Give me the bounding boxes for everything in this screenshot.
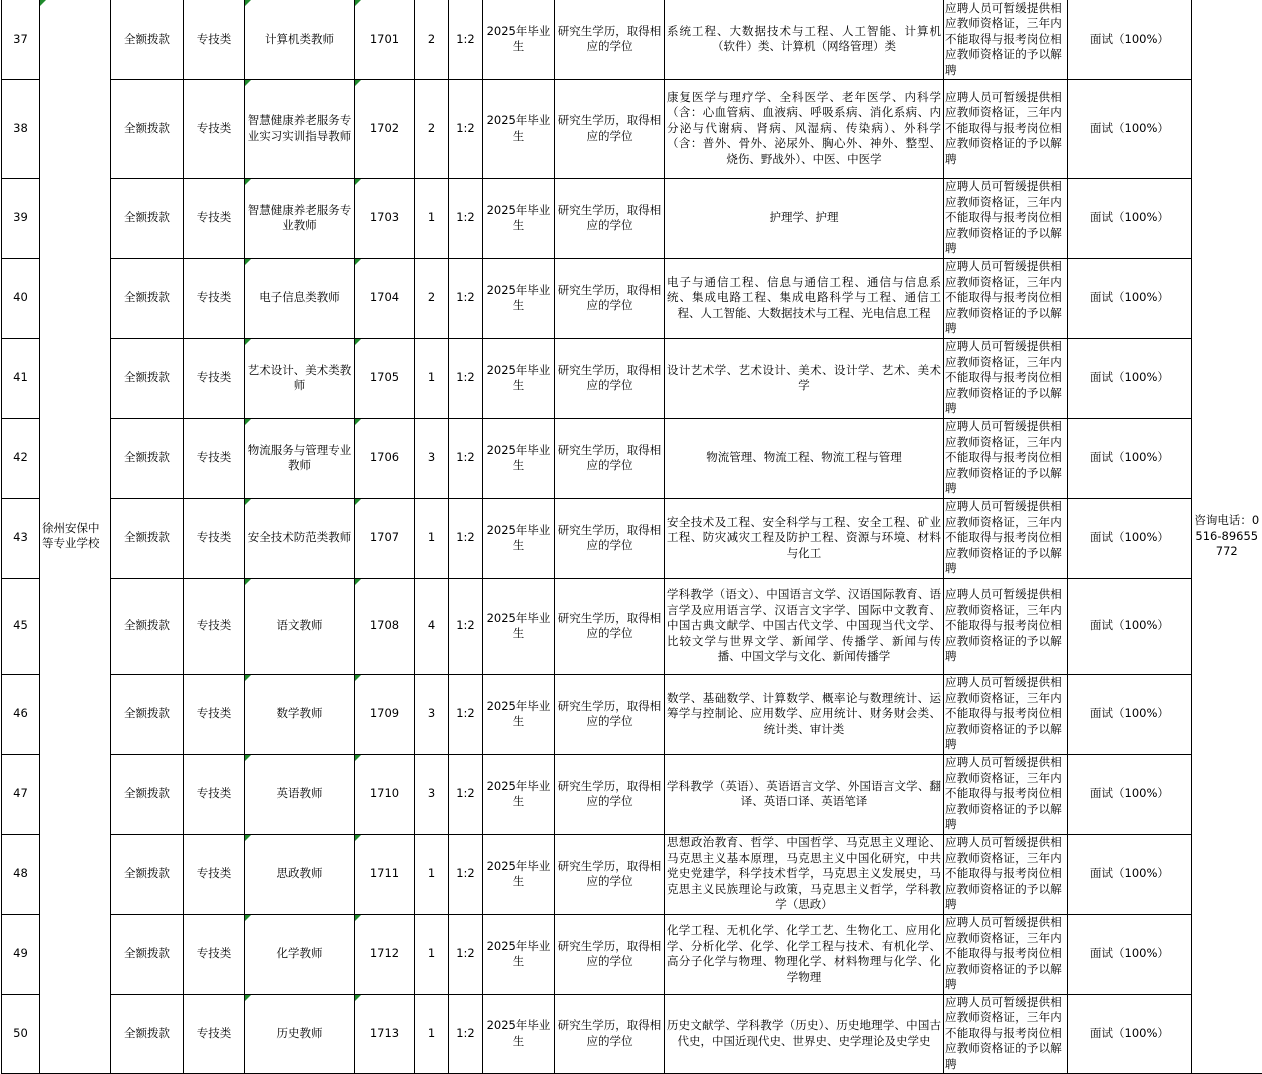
position-code-cell: 1705 (355, 338, 415, 418)
candidate-source-cell: 2025年毕业生 (483, 754, 555, 834)
major-requirement-cell: 护理学、护理 (665, 178, 944, 258)
row-number-cell: 46 (2, 674, 40, 754)
note-cell: 应聘人员可暂缓提供相应教师资格证，三年内不能取得与报考岗位相应教师资格证的予以解聘 (944, 578, 1068, 674)
exam-method-cell: 面试（100%） (1068, 674, 1192, 754)
funding-type-cell: 全额拨款 (111, 914, 184, 994)
hire-count-cell: 1 (415, 498, 449, 578)
funding-type-cell: 全额拨款 (111, 178, 184, 258)
major-requirement-cell: 安全技术及工程、安全科学与工程、安全工程、矿业工程、防灾减灾工程及防护工程、资源与环境、材料与化工 (665, 498, 944, 578)
job-category-cell: 专技类 (184, 79, 245, 178)
candidate-source-cell: 2025年毕业生 (483, 0, 555, 79)
position-name-cell: 电子信息类教师 (245, 258, 355, 338)
row-number-cell: 38 (2, 79, 40, 178)
exam-ratio-cell: 1:2 (449, 0, 483, 79)
education-requirement-cell: 研究生学历，取得相应的学位 (555, 674, 665, 754)
hire-count-cell: 3 (415, 674, 449, 754)
table-row (2, 754, 1262, 834)
education-requirement-cell: 研究生学历，取得相应的学位 (555, 258, 665, 338)
note-cell: 应聘人员可暂缓提供相应教师资格证，三年内不能取得与报考岗位相应教师资格证的予以解聘 (944, 338, 1068, 418)
major-requirement-cell: 电子与通信工程、信息与通信工程、通信与信息系统、集成电路工程、集成电路科学与工程、通信工程、人工智能、大数据技术与工程、光电信息工程 (665, 258, 944, 338)
major-requirement-cell: 学科教学（英语）、英语语言文学、外国语言文学、翻译、英语口译、英语笔译 (665, 754, 944, 834)
exam-ratio-cell: 1:2 (449, 914, 483, 994)
hire-count-cell: 3 (415, 418, 449, 498)
exam-ratio-cell: 1:2 (449, 79, 483, 178)
position-name-cell: 历史教师 (245, 994, 355, 1073)
candidate-source-cell: 2025年毕业生 (483, 418, 555, 498)
major-requirement-cell: 系统工程、大数据技术与工程、人工智能、计算机（软件）类、计算机（网络管理）类 (665, 0, 944, 79)
table-row (2, 0, 1262, 79)
major-requirement-cell: 化学工程、无机化学、化学工艺、生物化工、应用化学、分析化学、化学、化学工程与技术、有机化学、高分子化学与物理、物理化学、材料物理与化学、化学物理 (665, 914, 944, 994)
exam-method-cell: 面试（100%） (1068, 258, 1192, 338)
position-code-cell: 1704 (355, 258, 415, 338)
education-requirement-cell: 研究生学历，取得相应的学位 (555, 178, 665, 258)
education-requirement-cell: 研究生学历，取得相应的学位 (555, 418, 665, 498)
major-requirement-cell: 设计艺术学、艺术设计、美术、设计学、艺术、美术学 (665, 338, 944, 418)
funding-type-cell: 全额拨款 (111, 338, 184, 418)
candidate-source-cell: 2025年毕业生 (483, 834, 555, 914)
exam-ratio-cell: 1:2 (449, 578, 483, 674)
education-requirement-cell: 研究生学历，取得相应的学位 (555, 338, 665, 418)
exam-method-cell: 面试（100%） (1068, 418, 1192, 498)
note-cell: 应聘人员可暂缓提供相应教师资格证，三年内不能取得与报考岗位相应教师资格证的予以解聘 (944, 994, 1068, 1073)
position-code-cell: 1710 (355, 754, 415, 834)
exam-ratio-cell: 1:2 (449, 994, 483, 1073)
hire-count-cell: 1 (415, 178, 449, 258)
position-name-cell: 计算机类教师 (245, 0, 355, 79)
hire-count-cell: 4 (415, 578, 449, 674)
major-requirement-cell: 康复医学与理疗学、全科医学、老年医学、内科学（含：心血管病、血液病、呼吸系病、消化系病、内分泌与代谢病、肾病、风湿病、传染病）、外科学（含：普外、骨外、泌尿外、胸心外、神外、整型、烧伤、野战外）、中医、中医学 (665, 79, 944, 178)
job-category-cell: 专技类 (184, 914, 245, 994)
exam-method-cell: 面试（100%） (1068, 0, 1192, 79)
candidate-source-cell: 2025年毕业生 (483, 338, 555, 418)
funding-type-cell: 全额拨款 (111, 418, 184, 498)
contact-phone-cell: 咨询电话：0516-89655772 (1192, 0, 1262, 1073)
major-requirement-cell: 学科教学（语文）、中国语言文学、汉语国际教育、语言学及应用语言学、汉语言文字学、国际中文教育、中国古典文献学、中国古代文学、中国现当代文学、比较文学与世界文学、新闻学、传播学、新闻与传播、中国文学与文化、新闻传播学 (665, 578, 944, 674)
table-row (2, 578, 1262, 674)
position-code-cell: 1712 (355, 914, 415, 994)
position-code-cell: 1711 (355, 834, 415, 914)
row-number-cell: 41 (2, 338, 40, 418)
candidate-source-cell: 2025年毕业生 (483, 578, 555, 674)
row-number-cell: 37 (2, 0, 40, 79)
exam-method-cell: 面试（100%） (1068, 178, 1192, 258)
funding-type-cell: 全额拨款 (111, 578, 184, 674)
position-name-cell: 物流服务与管理专业教师 (245, 418, 355, 498)
exam-method-cell: 面试（100%） (1068, 578, 1192, 674)
row-number-cell: 39 (2, 178, 40, 258)
hire-count-cell: 1 (415, 994, 449, 1073)
exam-ratio-cell: 1:2 (449, 674, 483, 754)
table-row (2, 178, 1262, 258)
job-category-cell: 专技类 (184, 754, 245, 834)
job-category-cell: 专技类 (184, 338, 245, 418)
position-code-cell: 1713 (355, 994, 415, 1073)
position-code-cell: 1702 (355, 79, 415, 178)
hire-count-cell: 1 (415, 914, 449, 994)
position-code-cell: 1709 (355, 674, 415, 754)
funding-type-cell: 全额拨款 (111, 754, 184, 834)
funding-type-cell: 全额拨款 (111, 79, 184, 178)
row-number-cell: 40 (2, 258, 40, 338)
exam-method-cell: 面试（100%） (1068, 994, 1192, 1073)
note-cell: 应聘人员可暂缓提供相应教师资格证，三年内不能取得与报考岗位相应教师资格证的予以解聘 (944, 754, 1068, 834)
candidate-source-cell: 2025年毕业生 (483, 994, 555, 1073)
education-requirement-cell: 研究生学历，取得相应的学位 (555, 498, 665, 578)
row-number-cell: 50 (2, 994, 40, 1073)
exam-ratio-cell: 1:2 (449, 338, 483, 418)
exam-method-cell: 面试（100%） (1068, 754, 1192, 834)
position-code-cell: 1707 (355, 498, 415, 578)
major-requirement-cell: 物流管理、物流工程、物流工程与管理 (665, 418, 944, 498)
row-number-cell: 43 (2, 498, 40, 578)
row-number-cell: 42 (2, 418, 40, 498)
position-name-cell: 智慧健康养老服务专业实习实训指导教师 (245, 79, 355, 178)
table-row (2, 418, 1262, 498)
hire-count-cell: 1 (415, 338, 449, 418)
funding-type-cell: 全额拨款 (111, 498, 184, 578)
row-number-cell: 49 (2, 914, 40, 994)
job-category-cell: 专技类 (184, 578, 245, 674)
table-row (2, 834, 1262, 914)
education-requirement-cell: 研究生学历，取得相应的学位 (555, 994, 665, 1073)
note-cell: 应聘人员可暂缓提供相应教师资格证，三年内不能取得与报考岗位相应教师资格证的予以解聘 (944, 418, 1068, 498)
position-name-cell: 英语教师 (245, 754, 355, 834)
position-code-cell: 1703 (355, 178, 415, 258)
exam-method-cell: 面试（100%） (1068, 79, 1192, 178)
exam-ratio-cell: 1:2 (449, 834, 483, 914)
exam-ratio-cell: 1:2 (449, 754, 483, 834)
candidate-source-cell: 2025年毕业生 (483, 178, 555, 258)
position-name-cell: 艺术设计、美术类教师 (245, 338, 355, 418)
position-code-cell: 1706 (355, 418, 415, 498)
candidate-source-cell: 2025年毕业生 (483, 914, 555, 994)
note-cell: 应聘人员可暂缓提供相应教师资格证，三年内不能取得与报考岗位相应教师资格证的予以解聘 (944, 834, 1068, 914)
hire-count-cell: 2 (415, 0, 449, 79)
hire-count-cell: 3 (415, 754, 449, 834)
job-category-cell: 专技类 (184, 834, 245, 914)
exam-ratio-cell: 1:2 (449, 498, 483, 578)
job-category-cell: 专技类 (184, 418, 245, 498)
position-name-cell: 化学教师 (245, 914, 355, 994)
note-cell: 应聘人员可暂缓提供相应教师资格证，三年内不能取得与报考岗位相应教师资格证的予以解聘 (944, 79, 1068, 178)
table-row (2, 338, 1262, 418)
note-cell: 应聘人员可暂缓提供相应教师资格证，三年内不能取得与报考岗位相应教师资格证的予以解聘 (944, 498, 1068, 578)
education-requirement-cell: 研究生学历，取得相应的学位 (555, 914, 665, 994)
exam-ratio-cell: 1:2 (449, 258, 483, 338)
position-name-cell: 安全技术防范类教师 (245, 498, 355, 578)
education-requirement-cell: 研究生学历，取得相应的学位 (555, 578, 665, 674)
note-cell: 应聘人员可暂缓提供相应教师资格证，三年内不能取得与报考岗位相应教师资格证的予以解聘 (944, 178, 1068, 258)
position-name-cell: 语文教师 (245, 578, 355, 674)
job-category-cell: 专技类 (184, 498, 245, 578)
candidate-source-cell: 2025年毕业生 (483, 79, 555, 178)
table-row (2, 258, 1262, 338)
major-requirement-cell: 历史文献学、学科教学（历史）、历史地理学、中国古代史，中国近现代史、世界史、史学理论及史学史 (665, 994, 944, 1073)
job-category-cell: 专技类 (184, 674, 245, 754)
position-name-cell: 数学教师 (245, 674, 355, 754)
funding-type-cell: 全额拨款 (111, 834, 184, 914)
hire-count-cell: 2 (415, 79, 449, 178)
note-cell: 应聘人员可暂缓提供相应教师资格证，三年内不能取得与报考岗位相应教师资格证的予以解聘 (944, 674, 1068, 754)
table-row (2, 674, 1262, 754)
job-category-cell: 专技类 (184, 994, 245, 1073)
education-requirement-cell: 研究生学历，取得相应的学位 (555, 79, 665, 178)
note-cell: 应聘人员可暂缓提供相应教师资格证，三年内不能取得与报考岗位相应教师资格证的予以解聘 (944, 258, 1068, 338)
position-code-cell: 1708 (355, 578, 415, 674)
funding-type-cell: 全额拨款 (111, 0, 184, 79)
education-requirement-cell: 研究生学历，取得相应的学位 (555, 834, 665, 914)
job-category-cell: 专技类 (184, 258, 245, 338)
education-requirement-cell: 研究生学历，取得相应的学位 (555, 0, 665, 79)
table-row (2, 994, 1262, 1073)
position-code-cell: 1701 (355, 0, 415, 79)
hire-count-cell: 1 (415, 834, 449, 914)
major-requirement-cell: 数学、基础数学、计算数学、概率论与数理统计、运筹学与控制论、应用数学、应用统计、财务财会类、统计类、审计类 (665, 674, 944, 754)
exam-ratio-cell: 1:2 (449, 178, 483, 258)
exam-method-cell: 面试（100%） (1068, 914, 1192, 994)
funding-type-cell: 全额拨款 (111, 674, 184, 754)
funding-type-cell: 全额拨款 (111, 258, 184, 338)
funding-type-cell: 全额拨款 (111, 994, 184, 1073)
school-name-cell: 徐州安保中等专业学校 (40, 0, 111, 1073)
job-category-cell: 专技类 (184, 178, 245, 258)
exam-method-cell: 面试（100%） (1068, 498, 1192, 578)
position-name-cell: 思政教师 (245, 834, 355, 914)
table-row (2, 498, 1262, 578)
note-cell: 应聘人员可暂缓提供相应教师资格证，三年内不能取得与报考岗位相应教师资格证的予以解聘 (944, 0, 1068, 79)
major-requirement-cell: 思想政治教育、哲学、中国哲学、马克思主义理论、马克思主义基本原理，马克思主义中国化研究，中共党史党建学，科学技术哲学，马克思主义发展史，马克思主义民族理论与政策，马克思主义哲学，学科教学（思政） (665, 834, 944, 914)
row-number-cell: 45 (2, 578, 40, 674)
hire-count-cell: 2 (415, 258, 449, 338)
candidate-source-cell: 2025年毕业生 (483, 498, 555, 578)
candidate-source-cell: 2025年毕业生 (483, 258, 555, 338)
education-requirement-cell: 研究生学历，取得相应的学位 (555, 754, 665, 834)
note-cell: 应聘人员可暂缓提供相应教师资格证，三年内不能取得与报考岗位相应教师资格证的予以解聘 (944, 914, 1068, 994)
exam-method-cell: 面试（100%） (1068, 834, 1192, 914)
row-number-cell: 47 (2, 754, 40, 834)
exam-method-cell: 面试（100%） (1068, 338, 1192, 418)
recruitment-table (1, 0, 1262, 1074)
job-category-cell: 专技类 (184, 0, 245, 79)
row-number-cell: 48 (2, 834, 40, 914)
exam-ratio-cell: 1:2 (449, 418, 483, 498)
table-row (2, 914, 1262, 994)
candidate-source-cell: 2025年毕业生 (483, 674, 555, 754)
position-name-cell: 智慧健康养老服务专业教师 (245, 178, 355, 258)
table-row (2, 79, 1262, 178)
